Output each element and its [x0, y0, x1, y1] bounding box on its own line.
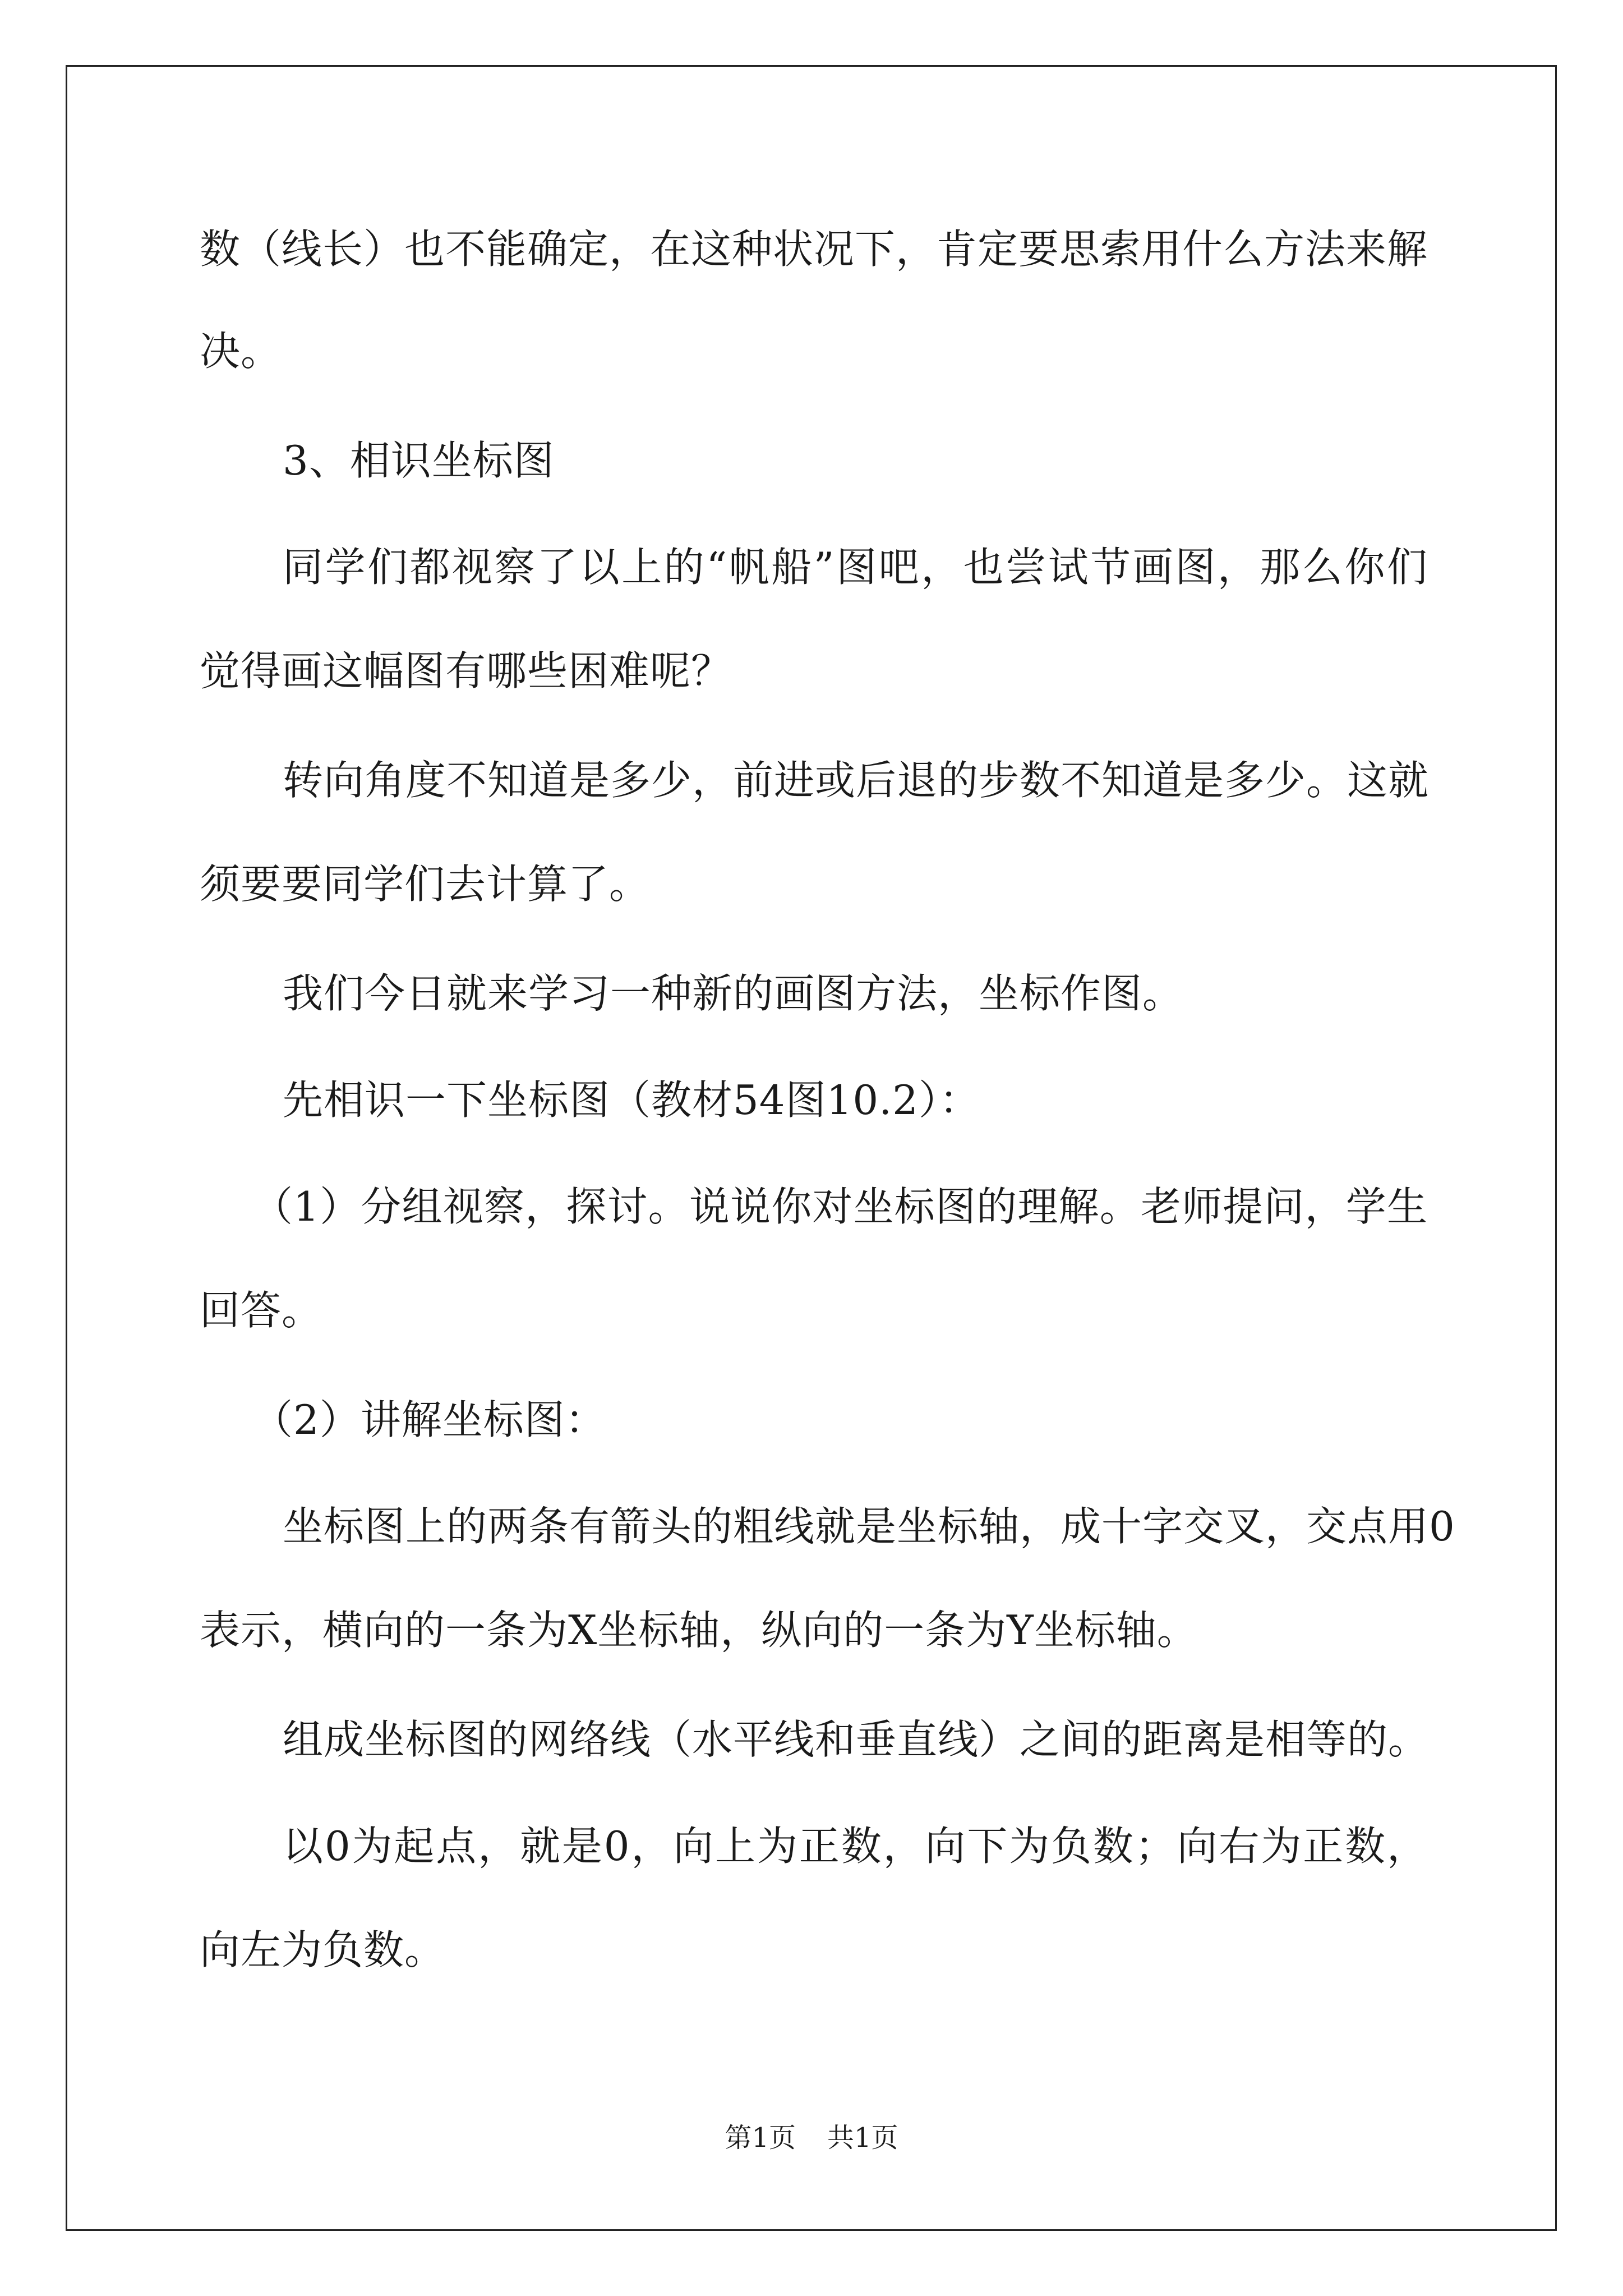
page-total: 共1页	[827, 2122, 898, 2154]
paragraph-line: 组成坐标图的网络线（水平线和垂直线）之间的距离是相等的。	[283, 1716, 1430, 1763]
paragraph-line: 数（线长）也不能确定，在这种状况下，肯定要思索用什么方法来解	[200, 226, 1428, 273]
paragraph-line: 向左为负数。	[200, 1926, 446, 1973]
paragraph-line: 先相识一下坐标图（教材54图10.2）：	[283, 1076, 980, 1124]
paragraph-line: 表示，横向的一条为X坐标轴，纵向的一条为Y坐标轴。	[200, 1607, 1198, 1654]
page-border	[66, 65, 1557, 2231]
paragraph-line: 须要要同学们去计算了。	[200, 861, 651, 908]
page-footer	[0, 2122, 1623, 2154]
paragraph-line: 以0为起点，就是0，向上为正数，向下为负数；向右为正数，	[283, 1823, 1428, 1870]
paragraph-line: 同学们都视察了以上的“帆船”图吧，也尝试节画图，那么你们	[283, 544, 1428, 591]
paragraph-line: 转向角度不知道是多少，前进或后退的步数不知道是多少。这就	[283, 757, 1430, 804]
page-number: 第1页	[725, 2122, 796, 2154]
paragraph-line: 我们今日就来学习一种新的画图方法，坐标作图。	[283, 970, 1184, 1017]
paragraph-line: 坐标图上的两条有箭头的粗线就是坐标轴，成十字交叉，交点用0	[283, 1503, 1455, 1550]
section-heading: 3、相识坐标图	[283, 437, 555, 484]
paragraph-line: 回答。	[200, 1287, 323, 1334]
paragraph-line: 觉得画这幅图有哪些困难呢？	[200, 647, 732, 694]
paragraph-line: 决。	[200, 328, 282, 375]
paragraph-line: （1）分组视察，探讨。说说你对坐标图的理解。老师提问，学生	[252, 1183, 1428, 1230]
section-heading: （2）讲解坐标图：	[252, 1396, 606, 1443]
